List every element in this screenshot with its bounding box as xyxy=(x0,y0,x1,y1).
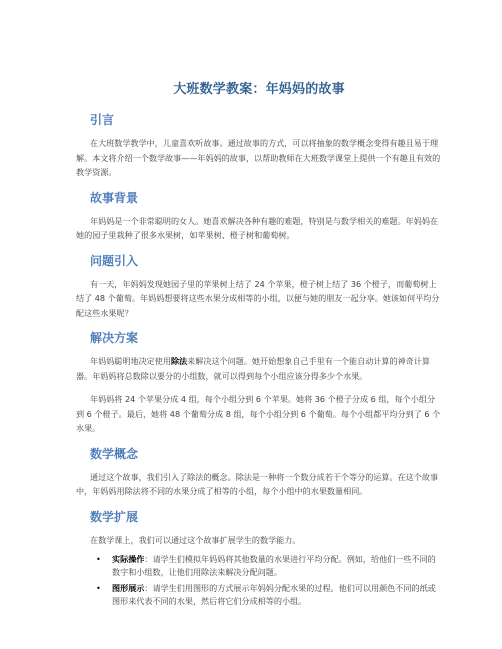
list-item xyxy=(76,582,442,609)
bullet-icon: • xyxy=(96,582,101,593)
list-item-label: 实际操作 xyxy=(112,553,145,564)
section-heading: 问题引入 xyxy=(90,253,139,268)
bullet-list xyxy=(76,553,442,609)
section-intro xyxy=(76,111,442,180)
section-solution xyxy=(76,329,442,436)
section-extension xyxy=(76,508,442,609)
section-heading: 解决方案 xyxy=(90,331,139,345)
paragraph: 有一天，年妈妈发现她园子里的苹果树上结了 24 个苹果，橙子树上结了 36 个橙子，而葡萄树上结了 48 个葡萄。年妈妈想要将这些水果分成相等的小组，以便与她的朋友一起分享。她该如何平均分配这些水果呢？ xyxy=(76,278,440,318)
paragraph: 年妈妈将 24 个苹果分成 4 组，每个小组分到 6 个苹果。她将 36 个橙子分成 6 组，每个小组分到 6 个橙子。最后，她将 48 个葡萄分成 8 组，每个小组分到 6 个葡萄。每个小组都平均分到了 6 个水果。 xyxy=(76,394,441,433)
list-item-label: 图形展示 xyxy=(112,582,145,593)
paragraph: 年妈妈是一个非常聪明的女人。她喜欢解决各种有趣的难题，特别是与数学相关的难题。年妈妈在她的园子里栽种了很多水果树，如苹果树、橙子树和葡萄树。 xyxy=(76,215,439,240)
list-item-text: ：请学生们模拟年妈妈将其他数量的水果进行平均分配。例如，给他们一些不同的数字和小组数，让他们用除法来解决分配问题。 xyxy=(112,553,436,577)
paragraph: 在大班数学教学中，儿童喜欢听故事。通过故事的方式，可以将抽象的数学概念变得有趣且易于理解。本文将介绍一个数学故事——年妈妈的故事，以帮助教师在大班数学课堂上提供一个有趣且有效的教学资源。 xyxy=(76,138,441,177)
paragraph: 在数学课上，我们可以通过这个故事扩展学生的数学能力。 xyxy=(90,534,301,545)
section-heading: 引言 xyxy=(90,113,115,127)
emphasis-text: 除法 xyxy=(170,356,188,366)
paragraph-with-emphasis: 年妈妈聪明地决定使用除法来解决这个问题。她开始想象自己手里有一个能自动计算的神奇计算器。年妈妈将总数除以要分的小组数，就可以得到每个小组应该分得多少个水果。 xyxy=(76,356,430,381)
section-heading: 数学扩展 xyxy=(90,509,139,524)
section-background xyxy=(76,189,442,243)
document-title: 大班数学教案：年妈妈的故事 xyxy=(173,82,345,97)
section-heading: 数学概念 xyxy=(90,446,139,461)
section-concept xyxy=(76,445,442,499)
bullet-icon: • xyxy=(96,553,101,564)
section-heading: 故事背景 xyxy=(90,190,139,205)
list-item xyxy=(76,553,442,580)
list-item-text: ：请学生们用图形的方式展示年妈妈分配水果的过程。他们可以用颜色不同的纸或图形来代表不同的水果，然后将它们分成相等的小组。 xyxy=(112,582,436,606)
section-problem xyxy=(76,252,442,321)
paragraph: 通过这个故事，我们引入了除法的概念。除法是一种将一个数分成若干个等分的运算。在这个故事中，年妈妈用除法将不同的水果分成了相等的小组，每个小组中的水果数量相同。 xyxy=(76,471,439,496)
